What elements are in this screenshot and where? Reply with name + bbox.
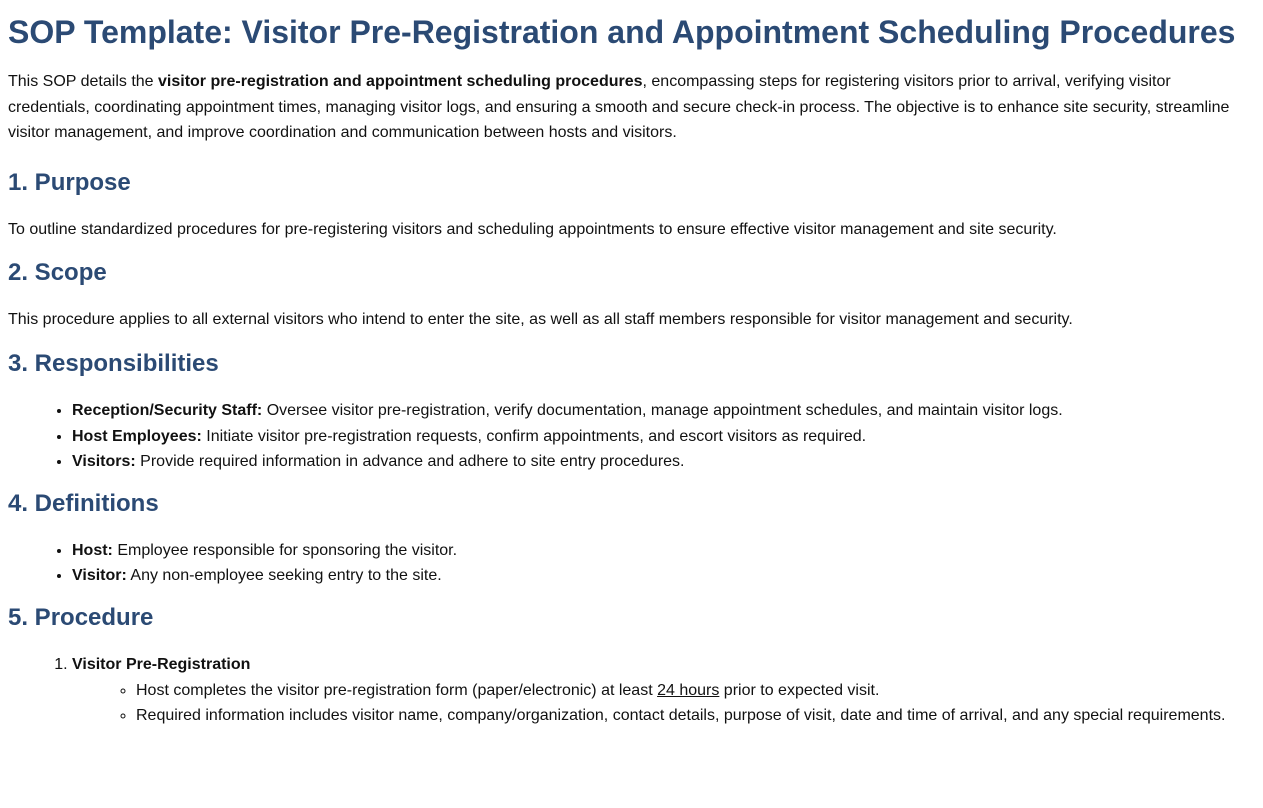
intro-text-end: , encompassing steps for registering visitors prior to arrival, verifying visitor credentials, coordinating appointment times, managing visitor logs, and ensuring a smooth and secure check-in process. The objective is to enhance site security, streamline visitor management, and improve coordination and communication between hosts and visitors. xyxy=(8,73,1230,142)
intro-paragraph xyxy=(8,69,1255,146)
list-item-text: Initiate visitor pre-registration requests, confirm appointments, and escort visitors as required. xyxy=(201,427,867,445)
page-title: SOP Template: Visitor Pre-Registration and Appointment Scheduling Procedures xyxy=(8,14,1236,50)
responsibilities-list xyxy=(8,398,1255,475)
intro-text-start: This SOP details the xyxy=(8,73,158,90)
responsibilities-heading: 3. Responsibilities xyxy=(8,349,219,377)
list-item-term: Visitor: xyxy=(72,567,127,585)
procedure-step-title: Visitor Pre-Registration xyxy=(72,655,251,673)
list-item-term: Reception/Security Staff: xyxy=(72,401,263,419)
list-item xyxy=(72,449,1255,475)
list-item-text: Any non-employee seeking entry to the site. xyxy=(126,567,442,585)
list-item xyxy=(136,678,1255,704)
list-item-term: Host: xyxy=(72,541,113,559)
substep-text-end: prior to expected visit. xyxy=(719,681,880,699)
procedure-heading: 5. Procedure xyxy=(8,603,154,631)
list-item xyxy=(72,563,1255,589)
definitions-heading: 4. Definitions xyxy=(8,489,159,517)
scope-heading: 2. Scope xyxy=(8,259,107,287)
substep-text-start: Host completes the visitor pre-registration form (paper/electronic) at least xyxy=(136,681,658,699)
definitions-list xyxy=(8,538,1255,589)
list-item xyxy=(72,398,1255,424)
list-item-term: Visitors: xyxy=(72,453,136,471)
underlined-duration: 24 hours xyxy=(657,681,720,699)
list-item-text: Employee responsible for sponsoring the visitor. xyxy=(112,541,458,559)
list-item xyxy=(136,703,1255,729)
list-item xyxy=(72,424,1255,450)
procedure-substeps xyxy=(72,678,1255,729)
purpose-text: To outline standardized procedures for pre-registering visitors and scheduling appointments to ensure effective visitor management and site security. xyxy=(8,220,1057,238)
intro-bold-text: visitor pre-registration and appointment scheduling procedures xyxy=(158,73,643,90)
list-item xyxy=(72,538,1255,564)
list-item-term: Host Employees: xyxy=(72,427,202,445)
procedure-step xyxy=(72,652,1255,729)
procedure-steps xyxy=(8,652,1255,729)
list-item-text: Oversee visitor pre-registration, verify documentation, manage appointment schedules, and maintain visitor logs. xyxy=(262,401,1063,419)
list-item-text: Provide required information in advance and adhere to site entry procedures. xyxy=(135,453,685,471)
purpose-heading: 1. Purpose xyxy=(8,168,131,196)
substep-text: Required information includes visitor name, company/organization, contact details, purpose of visit, date and time of arrival, and any special requirements. xyxy=(136,707,1226,725)
scope-text: This procedure applies to all external visitors who intend to enter the site, as well as all staff members responsible for visitor management and security. xyxy=(8,311,1073,329)
